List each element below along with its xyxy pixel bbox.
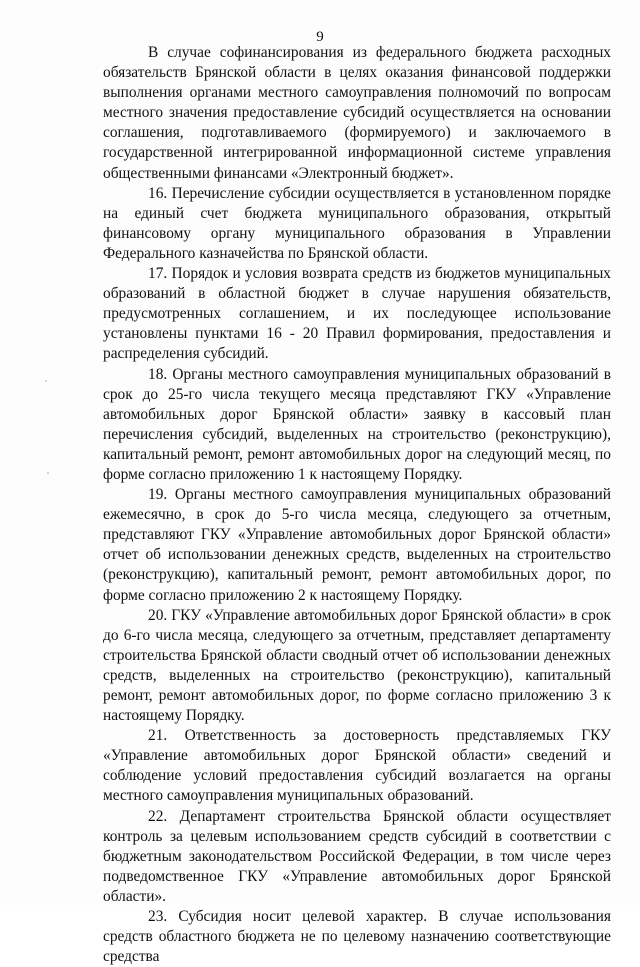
- scan-speck: [47, 472, 49, 474]
- scan-speck: [45, 380, 47, 382]
- paragraph-17: 17. Порядок и условия возврата средств из бюджетов муниципальных образований в областной бюджет в случае нарушения обязательств, предусмотренных соглашением, и их последующее использование установлены пунктами 16 - 20 Правил формирования, предоставления и распределения субсидий.: [103, 265, 611, 363]
- paragraph-21: 21. Ответственность за достоверность представляемых ГКУ «Управление автомобильных дорог Брянской области» сведений и соблюдение условий предоставления субсидий возлагается на органы местного самоуправления муниципальных образований.: [103, 727, 611, 805]
- paragraph-22: 22. Департамент строительства Брянской области осуществляет контроль за целевым использованием средств субсидий в соответствии с бюджетным законодательством Российской Федерации, в том числе через подведомственное ГКУ «Управление автомобильных дорог Брянской области».: [103, 807, 611, 905]
- paragraph-cofinancing: В случае софинансирования из федерального бюджета расходных обязательств Брянской области в целях оказания финансовой поддержки выполнения органами местного самоуправления полномочий по вопросам местного значения предоставление субсидий осуществляется на основании соглашения, подготавливаемого (формируемого) и заключаемого в государственной интегрированной информационной системе управления общественными финансами «Электронный бюджет».: [103, 44, 611, 182]
- paragraph-19: 19. Органы местного самоуправления муниципальных образований ежемесячно, в срок до 5-го числа месяца, следующего за отчетным, представляют ГКУ «Управление автомобильных дорог Брянской области» отчет об использовании денежных средств, выделенных на строительство (реконструкцию), капитальный ремонт, ремонт автомобильных дорог, по форме согласно приложению 2 к настоящему Порядку.: [103, 486, 611, 604]
- paragraph-18: 18. Органы местного самоуправления муниципальных образований в срок до 25-го числа текущего месяца представляют ГКУ «Управление автомобильных дорог Брянской области» заявку в кассовый план перечисления субсидий, выделенных на строительство (реконструкцию), капитальный ремонт, ремонт автомобильных дорог на следующий месяц, по форме согласно приложению 1 к настоящему Порядку.: [103, 365, 611, 483]
- page-number: 9: [316, 29, 324, 45]
- paragraph-16: 16. Перечисление субсидии осуществляется в установленном порядке на единый счет бюджета муниципального образования, открытый финансовому органу муниципального образования в Управлении Федерального казначейства по Брянской области.: [103, 184, 611, 262]
- document-body: [103, 43, 611, 967]
- paragraph-23: 23. Субсидия носит целевой характер. В случае использования средств областного бюджета не по целевому назначению соответствующие средства: [103, 908, 611, 966]
- paragraph-20: 20. ГКУ «Управление автомобильных дорог Брянской области» в срок до 6-го числа месяца, следующего за отчетным, представляет департаменту строительства Брянской области сводный отчет об использовании денежных средств, выделенных на строительство (реконструкцию), капитальный ремонт, ремонт автомобильных дорог, по форме согласно приложению 3 к настоящему Порядку.: [103, 606, 611, 725]
